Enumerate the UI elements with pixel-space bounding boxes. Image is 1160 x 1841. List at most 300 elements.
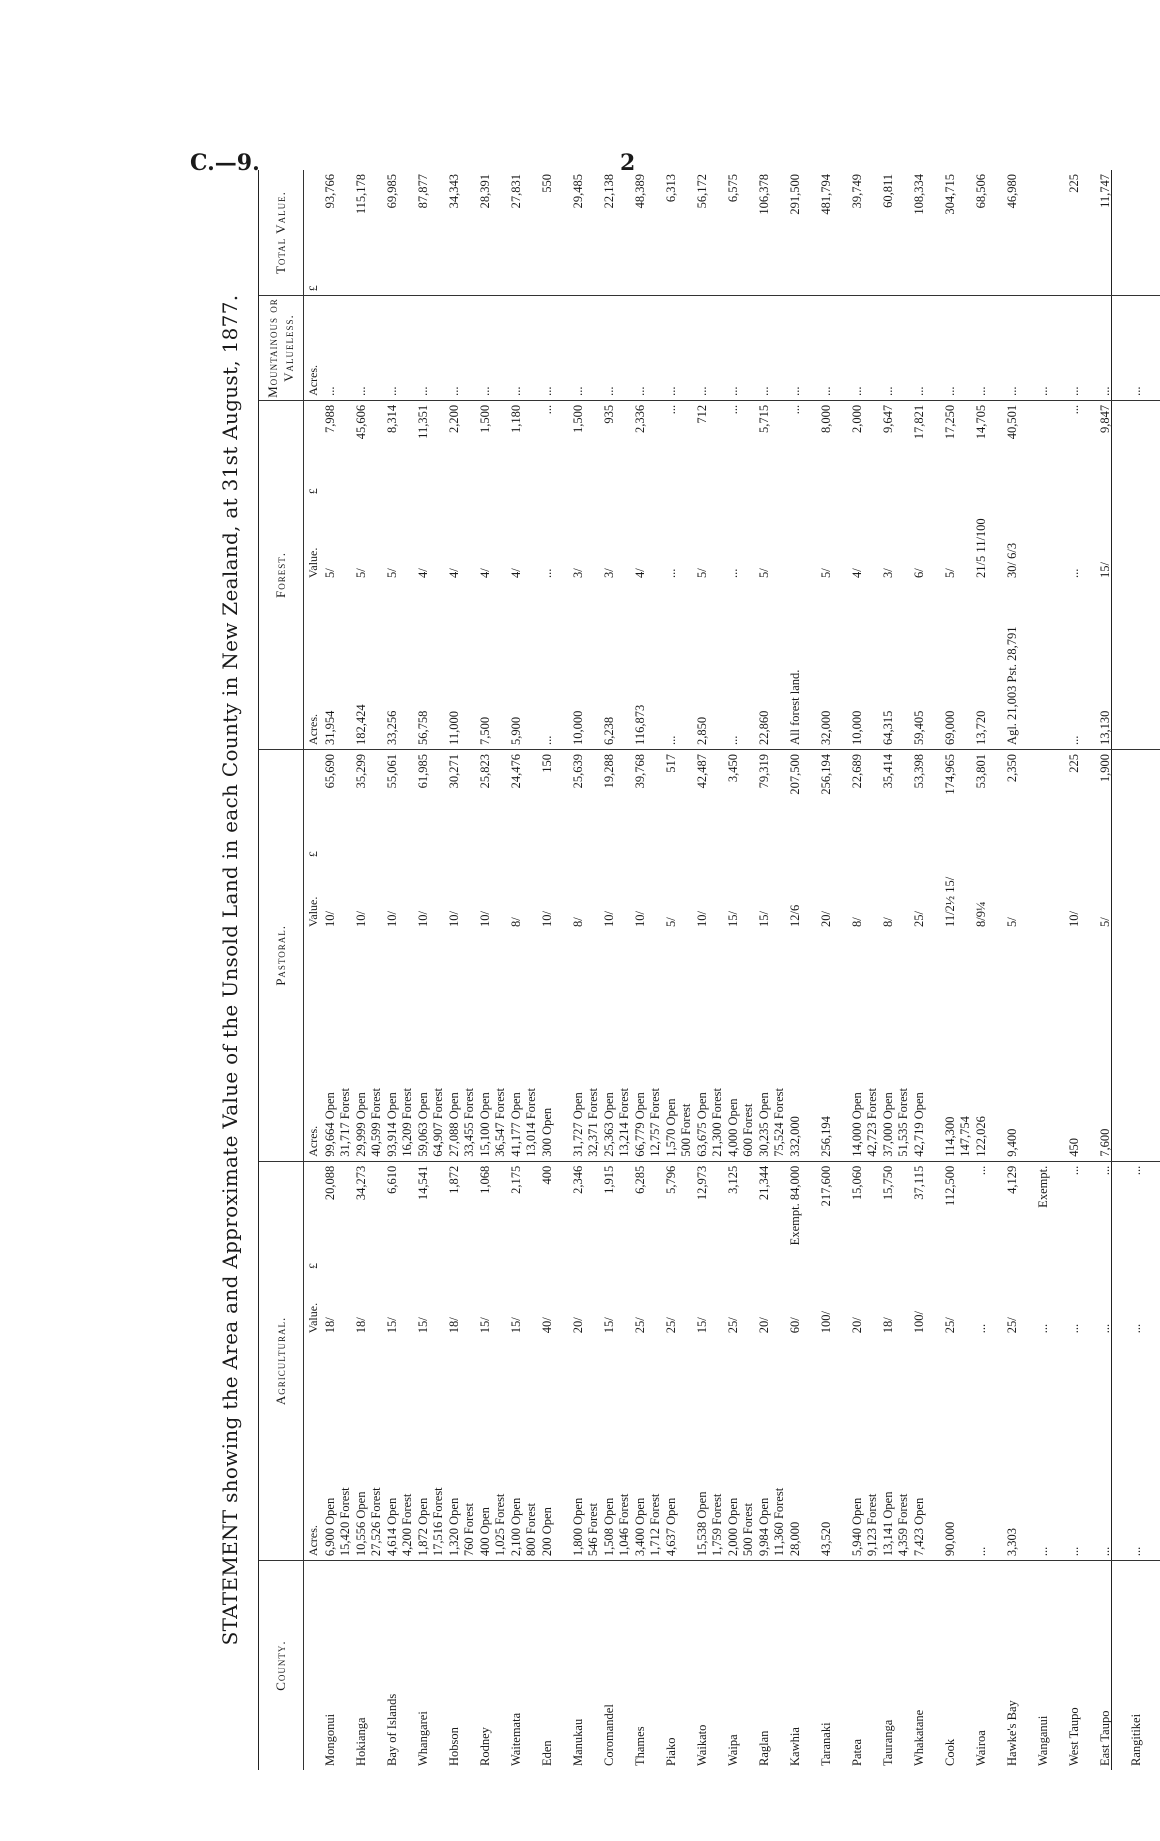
total-cell: 291,500 [788,170,819,296]
fo-acres-cell: 33,256 [385,582,416,750]
cell-line: 33,455 Forest [462,1088,476,1157]
county-cell: Whangarei [416,1711,430,1766]
pa-value-cell: 10/ [354,910,368,927]
cell-line: ... [974,1546,988,1557]
table-row [695,170,726,1770]
ag-value-cell: ... [1067,1323,1081,1334]
pa-acres-head: Acres. [304,931,324,1161]
pa-acres-cell [571,931,602,1161]
fo-total-cell: 2,200 [447,404,461,434]
cell-line: 63,675 Open [695,1092,709,1157]
ag-value-cell: 15/ [385,1317,399,1334]
ag-acres-cell [1036,1337,1067,1560]
total-cell: 87,877 [416,170,447,296]
total-cell: 39,749 [850,170,881,296]
table-row [1098,170,1129,1770]
fo-acres-cell: 69,000 [943,582,974,750]
fo-value-head: Value. [306,547,320,578]
cell-line: 59,063 Open [416,1092,430,1157]
cell-line: 4,614 Open [385,1497,399,1557]
table-row [416,170,447,1770]
table-row [571,170,602,1770]
statement-title: STATEMENT showing the Area and Approximate Value of the Unsold Land in each County in New Zealand, at 31st August, 1877. [218,294,242,1646]
mountainous-cell: ... [509,296,540,401]
total-cell: 46,980 [1005,170,1036,296]
fo-total-cell: 8,000 [819,404,833,434]
pa-value-cell: 10/ [602,910,616,927]
pa-acres-cell [664,931,695,1161]
ag-pound-head: £ [306,1263,320,1270]
cell-line: 1,025 Forest [493,1493,507,1557]
total-cell [1036,170,1067,296]
fo-acres-cell: 32,000 [819,582,850,750]
ag-acres-cell [1067,1337,1098,1560]
fo-total-cell: ... [1067,404,1081,415]
statement-table [259,170,1160,1770]
statement-table-frame [258,170,1143,1770]
pa-value-cell: 15/ [757,910,771,927]
cell-line: 4,359 Forest [896,1493,910,1557]
mt-acres-head: Acres. [304,296,324,401]
ag-value-cell: ... [1036,1323,1050,1334]
mountainous-cell: ... [416,296,447,401]
fo-value-cell: 6/ [912,568,926,578]
ag-value-cell: 100/ [912,1311,926,1334]
ag-total-cell: 6,285 [633,1165,647,1194]
pa-total-cell: 25,639 [571,753,585,789]
fo-acres-cell: 10,000 [850,582,881,750]
pa-total-cell: 39,768 [633,753,647,789]
pa-acres-cell [447,931,478,1161]
cell-line: 25,363 Open [602,1092,616,1157]
fo-acres-cell: Agl. 21,003 Pst. 28,791 [1005,582,1036,750]
pa-total-cell: 61,985 [416,753,430,789]
document-reference: C.—9. [190,150,260,176]
pa-acres-cell [1036,931,1067,1161]
pa-value-cell: 8/ [881,917,895,927]
ag-acres-cell [1005,1337,1036,1560]
fo-acres-cell: ... [726,582,757,750]
cell-line: 256,194 [819,1116,833,1157]
fo-acres-cell: ... [664,582,695,750]
fo-total-cell [1036,400,1067,498]
fo-value-cell: 3/ [881,568,895,578]
pa-value-cell: 10/ [633,910,647,927]
cell-line: ... [1036,1546,1050,1557]
mountainous-cell: ... [354,296,385,401]
ag-value-cell: 20/ [757,1317,771,1334]
total-cell: 27,831 [509,170,540,296]
mountainous-cell: ... [633,296,664,401]
county-cell: Coromandel [602,1704,616,1766]
county-cell: Rangitikei [1129,1713,1143,1766]
ag-value-cell: 18/ [323,1317,337,1334]
pa-total-cell: 256,194 [819,753,833,795]
total-cell [1129,170,1160,296]
ag-acres-cell [478,1337,509,1560]
cell-line: 5,940 Open [850,1497,864,1557]
pa-acres-cell [633,931,664,1161]
fo-acres-cell: All forest land. [788,582,819,750]
ag-value-cell: 18/ [354,1317,368,1334]
pa-acres-cell [540,931,571,1161]
ag-total-cell: 1,872 [447,1165,461,1194]
fo-pound-head: £ [306,488,320,495]
pa-value-cell: 8/9¼ [974,901,988,927]
table-row [850,170,881,1770]
pa-value-cell: 8/ [850,917,864,927]
county-cell: Mongonui [323,1713,337,1766]
mountainous-cell: ... [788,296,819,401]
total-cell: 28,391 [478,170,509,296]
ag-value-cell: 18/ [447,1317,461,1334]
mountainous-cell: ... [850,296,881,401]
cell-line: 200 Open [540,1507,554,1557]
ag-acres-cell [881,1337,912,1560]
pa-acres-cell [850,931,881,1161]
cell-line: 9,984 Open [757,1497,771,1557]
ag-acres-cell [912,1337,943,1560]
cell-line: 42,719 Open [912,1092,926,1157]
mountainous-cell: ... [664,296,695,401]
fo-total-cell: 1,180 [509,404,523,434]
ag-acres-cell [633,1337,664,1560]
fo-total-cell: 1,500 [571,404,585,434]
pa-value-cell: 10/ [695,910,709,927]
fo-total-cell: 11,351 [416,404,430,439]
ag-total-cell: Exempt. [1036,1165,1050,1208]
fo-total-cell: 7,988 [323,404,337,434]
pa-total-cell: 3,450 [726,753,740,783]
cell-line: ... [1098,1546,1112,1557]
cell-line: 99,664 Open [323,1092,337,1157]
cell-line: 75,524 Forest [772,1088,786,1157]
total-cell: 56,172 [695,170,726,296]
fo-total-cell: 14,705 [974,404,988,440]
mountainous-cell: ... [1067,296,1098,401]
total-cell: 22,138 [602,170,633,296]
county-cell: Patea [850,1738,864,1766]
fo-total-cell: ... [664,404,678,415]
cell-line: 3,400 Open [633,1497,647,1557]
table-row [912,170,943,1770]
fo-total-cell: 935 [602,404,616,424]
ag-total-cell: 15,060 [850,1165,864,1201]
mountainous-cell: ... [695,296,726,401]
ag-acres-cell [602,1337,633,1560]
pa-acres-cell [881,931,912,1161]
cell-line: 1,759 Forest [710,1493,724,1557]
table-row [1036,170,1067,1770]
ag-value-cell: 25/ [943,1317,957,1334]
pa-total-cell: 2,350 [1005,753,1019,783]
pa-total-cell: 25,823 [478,753,492,789]
fo-total-cell: 17,821 [912,404,926,440]
pa-total-cell: 79,319 [757,753,771,789]
table-row [447,170,478,1770]
county-cell: Whakatane [912,1709,926,1766]
fo-value-cell [1036,498,1067,582]
mountainous-cell: ... [540,296,571,401]
pa-acres-cell [974,931,1005,1161]
table-row [943,170,974,1770]
ag-acres-cell [323,1337,354,1560]
county-cell: Taranaki [819,1722,833,1766]
cell-line: 9,123 Forest [865,1493,879,1557]
cell-line: 2,100 Open [509,1497,523,1557]
fo-acres-cell: 56,758 [416,582,447,750]
pa-total-cell: 225 [1067,753,1081,773]
ag-value-cell: 25/ [633,1317,647,1334]
ag-acres-cell [850,1337,881,1560]
ag-acres-cell [1098,1337,1129,1560]
cell-line: 1,872 Open [416,1497,430,1557]
cell-line: 30,235 Open [757,1092,771,1157]
ag-total-cell: 1,068 [478,1165,492,1194]
ag-total-cell: 4,129 [1005,1165,1019,1194]
mountainous-cell: ... [1036,296,1067,401]
total-cell: 29,485 [571,170,602,296]
pa-acres-cell [788,931,819,1161]
pa-acres-cell [1129,931,1160,1161]
mountainous-cell: ... [385,296,416,401]
fo-acres-cell: 2,850 [695,582,726,750]
cell-line: 500 Forest [741,1502,755,1557]
ag-acres-cell [416,1337,447,1560]
cell-line: 760 Forest [462,1502,476,1557]
fo-value-cell: 4/ [850,568,864,578]
cell-line: 21,300 Forest [710,1088,724,1157]
county-cell: Hobson [447,1727,461,1766]
fo-value-cell: 5/ [354,568,368,578]
cell-line: 1,800 Open [571,1497,585,1557]
cell-line: 37,000 Open [881,1092,895,1157]
total-cell: 550 [540,170,571,296]
table-row [881,170,912,1770]
table-row [354,170,385,1770]
cell-line: 13,141 Open [881,1491,895,1557]
fo-value-cell: 3/ [571,568,585,578]
ag-acres-cell [540,1337,571,1560]
table-row [1129,170,1160,1770]
ag-acres-cell [354,1337,385,1560]
pa-value-cell: 10/ [323,910,337,927]
table-row [633,170,664,1770]
pa-total-cell: 35,414 [881,753,895,789]
ag-acres-cell [385,1337,416,1560]
fo-total-cell: 712 [695,404,709,424]
ag-value-cell: 15/ [478,1317,492,1334]
fo-value-cell: 30/ 6/3 [1005,542,1019,578]
ag-value-cell: 15/ [509,1317,523,1334]
cell-line: 11,360 Forest [772,1487,786,1557]
col-county: County. [259,1561,304,1770]
cell-line: ... [1067,1546,1081,1557]
fo-acres-cell: 31,954 [323,582,354,750]
cell-line: 15,100 Open [478,1092,492,1157]
cell-line: 41,177 Open [509,1092,523,1157]
pa-value-cell: 10/ [416,910,430,927]
ag-acres-cell [664,1337,695,1560]
cell-line: 93,914 Open [385,1092,399,1157]
table-row [664,170,695,1770]
pa-acres-cell [354,931,385,1161]
cell-line: 2,000 Open [726,1497,740,1557]
cell-line: 1,046 Forest [617,1493,631,1557]
ag-value-cell: 25/ [664,1317,678,1334]
cell-line: 4,000 Open [726,1098,740,1157]
ag-total-cell: ... [1067,1165,1081,1176]
cell-line: 1,712 Forest [648,1493,662,1557]
fo-acres-cell: 7,500 [478,582,509,750]
fo-total-cell: 40,501 [1005,404,1019,440]
statement-rows [323,170,1160,1770]
table-row [819,170,850,1770]
cell-line: 600 Forest [741,1103,755,1157]
fo-total-cell: 9,647 [881,404,895,434]
total-cell: 60,811 [881,170,912,296]
fo-value-cell: 5/ [385,568,399,578]
cell-line: 13,014 Forest [524,1088,538,1157]
table-row [788,170,819,1770]
fo-value-cell: ... [664,568,678,578]
ag-total-cell: 37,115 [912,1165,926,1200]
table-row [1067,170,1098,1770]
total-cell: 481,794 [819,170,850,296]
county-cell: Waipa [726,1734,740,1766]
county-cell: Bay of Islands [385,1693,399,1766]
ag-value-cell: 25/ [1005,1317,1019,1334]
cell-line: 1,570 Open [664,1098,678,1157]
fo-value-cell: 15/ [1098,561,1112,578]
ag-total-cell: 15,750 [881,1165,895,1201]
pa-value-head: Value. [306,896,320,927]
fo-value-cell [1129,498,1160,582]
page-number: 2 [620,150,636,176]
fo-value-cell: 5/ [943,568,957,578]
ag-acres-cell [726,1337,757,1560]
county-cell: Rodney [478,1727,492,1766]
fo-acres-cell: 182,424 [354,582,385,750]
fo-acres-cell: 5,900 [509,582,540,750]
cell-line: 800 Forest [524,1502,538,1557]
pa-value-cell: 20/ [819,910,833,927]
table-row [540,170,571,1770]
pa-total-cell: 1,900 [1098,753,1112,783]
ag-acres-cell [1129,1337,1160,1560]
table-row [385,170,416,1770]
col-mountainous: Mountainous or Valueless. [259,296,304,401]
fo-value-cell: 4/ [509,568,523,578]
fo-total-cell: 2,000 [850,404,864,434]
cell-line: 32,371 Forest [586,1088,600,1157]
fo-acres-cell: 64,315 [881,582,912,750]
ag-value-cell: ... [1098,1323,1112,1334]
mountainous-cell: ... [757,296,788,401]
pa-acres-cell [1005,931,1036,1161]
ag-total-cell: 3,125 [726,1165,740,1194]
pa-total-cell: 517 [664,753,678,773]
ag-acres-cell [943,1337,974,1560]
fo-value-cell: 4/ [416,568,430,578]
county-cell: Manukau [571,1718,585,1766]
county-cell: East Taupo [1098,1710,1112,1766]
ag-acres-cell [509,1337,540,1560]
total-cell: 11,747 [1098,170,1129,296]
fo-acres-cell: 13,130 [1098,582,1129,750]
pa-acres-cell [385,931,416,1161]
cell-line: 14,000 Open [850,1092,864,1157]
fo-value-cell: 5/ [323,568,337,578]
fo-value-cell: 5/ [819,568,833,578]
county-cell: Raglan [757,1730,771,1766]
pa-acres-cell [819,931,850,1161]
county-cell: Eden [540,1740,554,1766]
fo-acres-cell [1129,582,1160,750]
ag-value-cell: 15/ [695,1317,709,1334]
ag-value-cell: 15/ [602,1317,616,1334]
ag-total-cell: 2,346 [571,1165,585,1194]
total-pound-head: £ [304,170,324,296]
ag-acres-cell [974,1337,1005,1560]
ag-total-cell: 14,541 [416,1165,430,1201]
mountainous-cell: ... [602,296,633,401]
cell-line: 400 Open [478,1507,492,1557]
header-row [259,170,304,1770]
pa-total-cell: 42,487 [695,753,709,789]
pa-total-cell: 22,689 [850,753,864,789]
ag-value-cell: 15/ [416,1317,430,1334]
table-row [726,170,757,1770]
cell-line: ... [1129,1546,1143,1557]
fo-total-cell: 1,500 [478,404,492,434]
cell-line: 27,526 Forest [369,1487,383,1557]
pa-total-cell [1129,749,1160,861]
table-row [323,170,354,1770]
total-cell: 115,178 [354,170,385,296]
col-pastoral: Pastoral. [259,749,304,1161]
ag-value-cell: 100/ [819,1311,833,1334]
mountainous-cell: ... [1005,296,1036,401]
ag-total-cell: Exempt. 84,000 [788,1165,802,1246]
fo-total-cell: ... [540,404,554,415]
pa-value-cell [1036,861,1067,931]
fo-value-cell: 4/ [478,568,492,578]
ag-total-cell: 112,500 [943,1165,957,1206]
pa-acres-cell [695,931,726,1161]
pa-value-cell: 8/ [509,917,523,927]
cell-line: 66,779 Open [633,1092,647,1157]
fo-acres-cell: 10,000 [571,582,602,750]
cell-line: 10,556 Open [354,1491,368,1557]
pa-acres-cell [602,931,633,1161]
cell-line: 114,300 [943,1116,957,1157]
fo-value-cell: 5/ [757,568,771,578]
pa-total-cell: 65,690 [323,753,337,789]
county-cell: Wairoa [974,1730,988,1766]
mountainous-cell: ... [1098,296,1129,401]
ag-total-cell: 217,600 [819,1165,833,1207]
ag-value-head: Value. [306,1302,320,1334]
county-cell: Wanganui [1036,1715,1050,1766]
pa-value-cell: 10/ [447,910,461,927]
total-cell: 6,313 [664,170,695,296]
ag-acres-cell [571,1337,602,1560]
cell-line: 9,400 [1005,1128,1019,1157]
ag-value-cell: 20/ [571,1317,585,1334]
county-cell: Piako [664,1737,678,1766]
cell-line: 15,420 Forest [338,1487,352,1557]
